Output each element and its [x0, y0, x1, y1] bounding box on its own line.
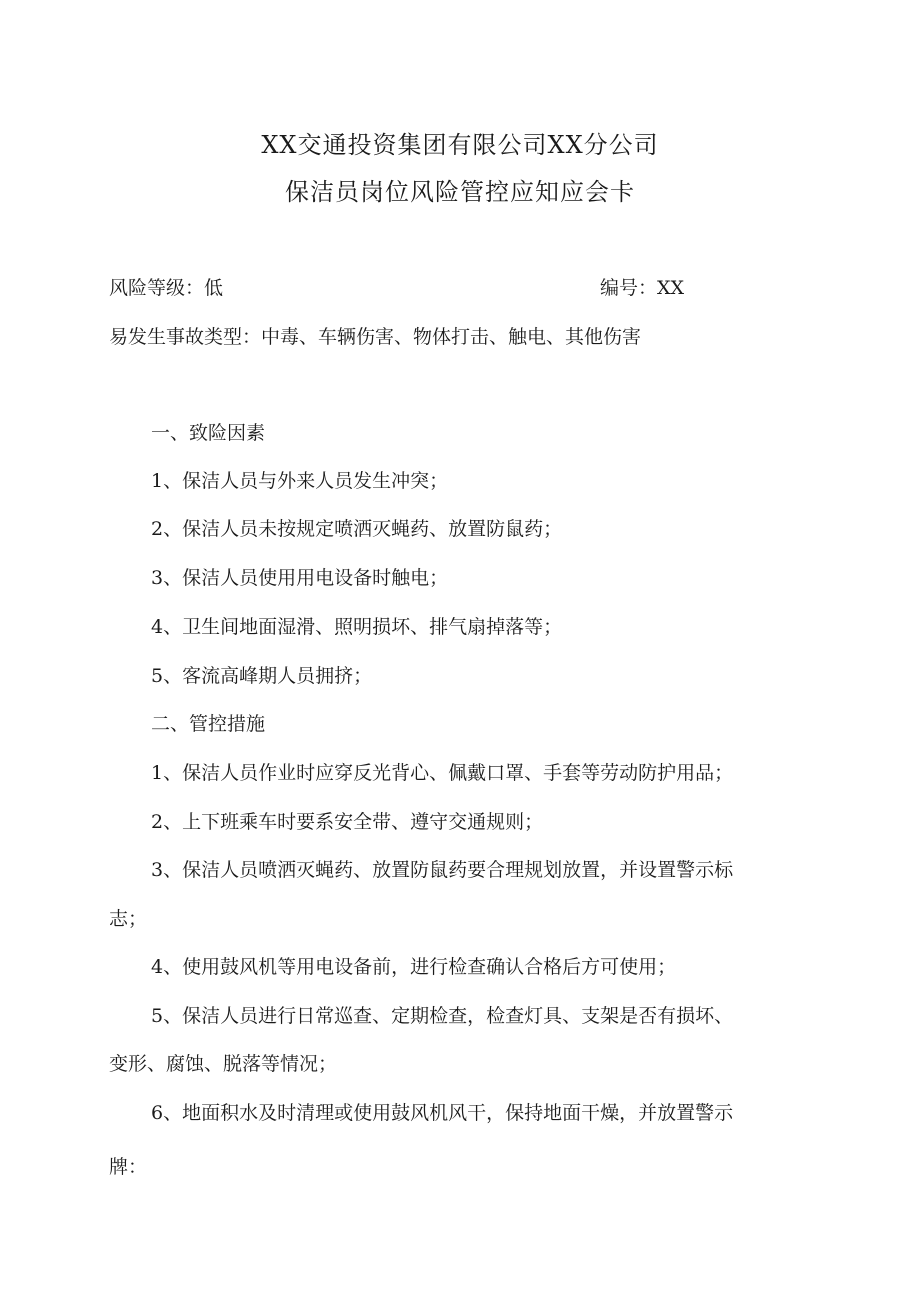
accident-types-text: 易发生事故类型：中毒、车辆伤害、物体打击、触电、其他伤害 [109, 326, 642, 348]
section-heading-control-measures: 二、管控措施 [151, 713, 266, 735]
risk-factor-item: 1、保洁人员与外来人员发生冲突； [151, 470, 449, 492]
risk-factor-item: 4、卫生间地面湿滑、照明损坏、排气扇掉落等； [151, 616, 563, 638]
control-measure-item: 3、保洁人员喷洒灭蝇药、放置防鼠药要合理规划放置，并设置警示标 [151, 859, 734, 881]
control-measure-item: 5、保洁人员进行日常巡查、定期检查，检查灯具、支架是否有损坏、 [151, 1005, 734, 1027]
control-measure-item-continuation: 牌： [109, 1156, 148, 1178]
control-measure-item: 4、使用鼓风机等用电设备前，进行检查确认合格后方可使用； [151, 956, 677, 978]
risk-level-text: 风险等级：低 [109, 277, 224, 299]
document-title-card: 保洁员岗位风险管控应知应会卡 [285, 178, 635, 206]
risk-factor-item: 2、保洁人员未按规定喷洒灭蝇药、放置防鼠药； [151, 518, 563, 540]
section-heading-risk-factors: 一、致险因素 [151, 422, 266, 444]
control-measure-item: 1、保洁人员作业时应穿反光背心、佩戴口罩、手套等劳动防护用品； [151, 762, 734, 784]
control-measure-item: 2、上下班乘车时要系安全带、遵守交通规则； [151, 811, 544, 833]
control-measure-item-continuation: 志； [109, 908, 148, 930]
control-measure-item-continuation: 变形、腐蚀、脱落等情况； [109, 1053, 338, 1075]
risk-factor-item: 3、保洁人员使用用电设备时触电； [151, 567, 449, 589]
control-measure-item: 6、地面积水及时清理或使用鼓风机风干，保持地面干燥，并放置警示 [151, 1102, 734, 1124]
document-title-company: XX交通投资集团有限公司XX分公司 [261, 131, 659, 159]
document-number-text: 编号：XX [600, 277, 685, 299]
risk-factor-item: 5、客流高峰期人员拥挤； [151, 665, 373, 687]
